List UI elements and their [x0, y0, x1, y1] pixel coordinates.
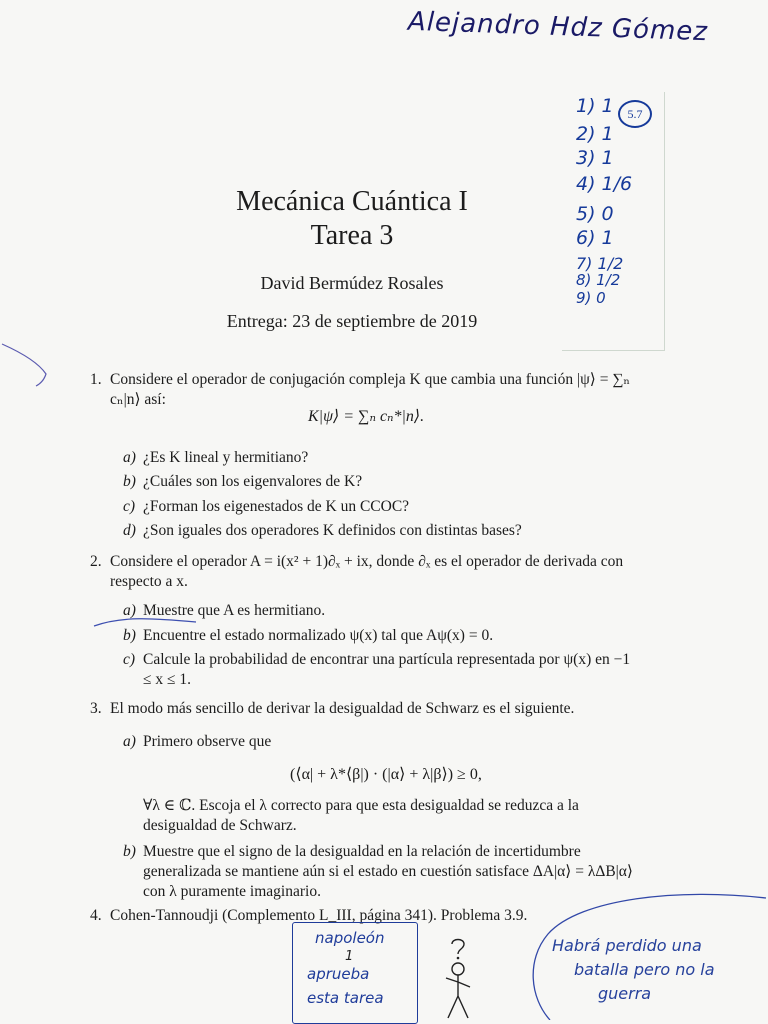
problem-text: Considere el operador de conjugación compleja K que cambia una función |ψ⟩ = ∑ₙ cₙ|n⟩ así: — [110, 371, 631, 408]
problem-number: 1. — [90, 371, 102, 388]
problem-text: Cohen-Tannoudji (Complemento L_III, página 341). Problema 3.9. — [110, 907, 528, 924]
napoleon-line: esta tarea — [307, 989, 384, 1007]
napoleon-line: napoleón — [315, 929, 385, 947]
problem-1-part-b — [118, 472, 638, 492]
part-text: Encuentre el estado normalizado ψ(x) tal que Aψ(x) = 0. — [143, 627, 494, 644]
score-line: 6) 1 — [576, 227, 614, 249]
due-date: Entrega: 23 de septiembre de 2019 — [226, 311, 478, 331]
score-line: 4) 1/6 — [576, 173, 633, 195]
author-name: David Bermúdez Rosales — [260, 273, 444, 293]
part-text: ¿Forman los eigenestados de K un CCOC? — [143, 498, 410, 515]
part-text: ¿Cuáles son los eigenvalores de K? — [143, 473, 363, 490]
problem-number: 3. — [90, 700, 102, 717]
note-line: batalla pero no la — [574, 960, 715, 979]
note-line: Habrá perdido una — [552, 936, 702, 955]
note-line: guerra — [598, 984, 652, 1003]
problem-1-part-d — [118, 521, 638, 541]
part-text: Primero observe que — [143, 733, 272, 750]
part-text: ¿Son iguales dos operadores K definidos con distintas bases? — [143, 522, 522, 539]
assignment-title: Tarea 3 — [310, 220, 394, 251]
problem-2-part-c — [118, 650, 638, 690]
part-label: a) — [123, 733, 136, 750]
equation-k-operator: K|ψ⟩ = ∑ₙ cₙ*|n⟩. — [308, 408, 425, 425]
napoleon-note-box — [292, 922, 418, 1024]
part-label: a) — [123, 602, 136, 619]
problem-text: Considere el operador A = i(x² + 1)∂ₓ + ix, donde ∂ₓ es el operador de derivada con respecto a x. — [110, 553, 624, 590]
problem-3 — [92, 699, 637, 719]
course-title: Mecánica Cuántica I — [236, 186, 468, 217]
problem-2 — [92, 552, 637, 592]
score-line: 5) 0 — [576, 203, 614, 225]
part-label: b) — [123, 473, 136, 490]
problem-1 — [92, 370, 637, 410]
part-text: ¿Es K lineal y hermitiano? — [143, 449, 309, 466]
equation-schwarz: (⟨α| + λ*⟨β|) · (|α⟩ + λ|β⟩) ≥ 0, — [290, 766, 482, 783]
napoleon-line: aprueba — [307, 965, 370, 983]
problem-3-part-a-continued: ∀λ ∈ ℂ. Escoja el λ correcto para que esta desigualdad se reduzca a la desigualdad de Schwarz. — [143, 797, 579, 834]
part-label: c) — [123, 498, 136, 515]
score-line: 8) 1/2 — [576, 271, 621, 289]
napoleon-line: 1 — [345, 949, 354, 964]
part-text: Muestre que A es hermitiano. — [143, 602, 326, 619]
problem-number: 4. — [90, 907, 102, 924]
problem-text: El modo más sencillo de derivar la desigualdad de Schwarz es el siguiente. — [110, 700, 575, 717]
part-label: a) — [123, 449, 136, 466]
score-line: 2) 1 — [576, 123, 614, 145]
total-score-circle: 5.7 — [618, 100, 652, 128]
margin-scribble — [0, 340, 60, 400]
part-label: b) — [123, 627, 136, 644]
problem-1-part-c — [118, 497, 638, 517]
handwritten-note — [520, 890, 768, 1020]
problem-number: 2. — [90, 553, 102, 570]
score-line: 9) 0 — [576, 289, 606, 307]
part-label: b) — [123, 843, 136, 860]
part-text: Calcule la probabilidad de encontrar una partícula representada por ψ(x) en −1 ≤ x ≤ 1. — [143, 651, 631, 688]
problem-1-part-a — [118, 448, 638, 468]
score-line: 1) 1 — [576, 95, 614, 117]
part-label: c) — [123, 651, 136, 668]
score-line: 7) 1/2 — [576, 254, 624, 273]
student-name-handwritten: Alejandro Hdz Gómez — [407, 6, 709, 48]
problem-3-part-a — [118, 732, 638, 752]
part-label: d) — [123, 522, 136, 539]
score-line: 3) 1 — [576, 147, 614, 169]
part-text: Muestre que el signo de la desigualdad en la relación de incertidumbre generalizada se mantiene aún si el estado en cuestión satisface ΔA|α⟩ = λΔB|α⟩ con λ puramente imaginario. — [143, 843, 633, 900]
problem-2-part-b — [118, 626, 638, 646]
stick-figure-drawing — [438, 938, 478, 1022]
